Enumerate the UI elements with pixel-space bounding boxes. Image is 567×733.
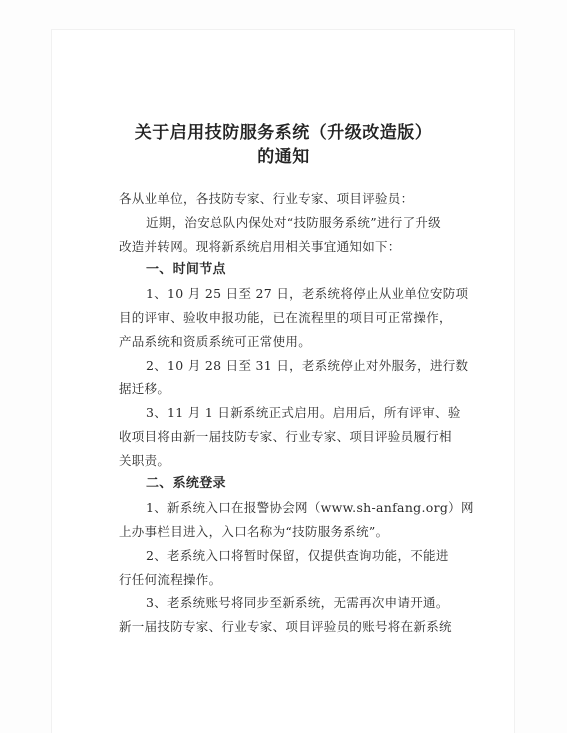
s2-item3-line-2: 新一届技防专家、行业专家、项目评验员的账号将在新系统 [119, 619, 452, 634]
s1-item1-line-2: 目的评审、验收申报功能，已在流程里的项目可正常操作， [119, 310, 452, 325]
s1-item1-line-3: 产品系统和资质系统可正常使用。 [119, 334, 312, 349]
s1-item2-line-1: 2、10 月 28 日至 31 日，老系统停止对外服务，进行数 [146, 358, 469, 373]
s1-item3-line-1: 3、11 月 1 日新系统正式启用。启用后，所有评审、验 [146, 405, 461, 420]
s1-item3-line-2: 收项目将由新一届技防专家、行业专家、项目评验员履行相 [119, 429, 452, 444]
s2-item2-line-1: 2、老系统入口将暂时保留，仅提供查询功能，不能进 [146, 548, 449, 563]
section-heading-time-nodes: 一、时间节点 [146, 262, 226, 277]
intro-line-2: 改造并转网。现将新系统启用相关事宜通知如下： [119, 239, 401, 254]
notice-title-line2: 的通知 [257, 147, 310, 167]
s1-item2-line-2: 据迁移。 [119, 381, 171, 396]
s2-item1-line-1: 1、新系统入口在报警协会网（www.sh-anfang.org）网 [146, 500, 474, 515]
notice-title-line1: 关于启用技防服务系统（升级改造版） [134, 123, 433, 143]
s2-item2-line-2: 行任何流程操作。 [119, 572, 222, 587]
s1-item1-line-1: 1、10 月 25 日至 27 日，老系统将停止从业单位安防项 [146, 286, 469, 301]
s1-item3-line-3: 关职责。 [119, 453, 171, 468]
s2-item3-line-1: 3、老系统账号将同步至新系统，无需再次申请开通。 [146, 595, 449, 610]
s2-item1-line-2: 上办事栏目进入，入口名称为“技防服务系统”。 [119, 524, 389, 539]
section-heading-system-login: 二、系统登录 [146, 476, 226, 491]
intro-line-1: 近期，治安总队内保处对“技防服务系统”进行了升级 [146, 215, 441, 230]
salutation: 各从业单位，各技防专家、行业专家、项目评验员： [119, 191, 414, 206]
